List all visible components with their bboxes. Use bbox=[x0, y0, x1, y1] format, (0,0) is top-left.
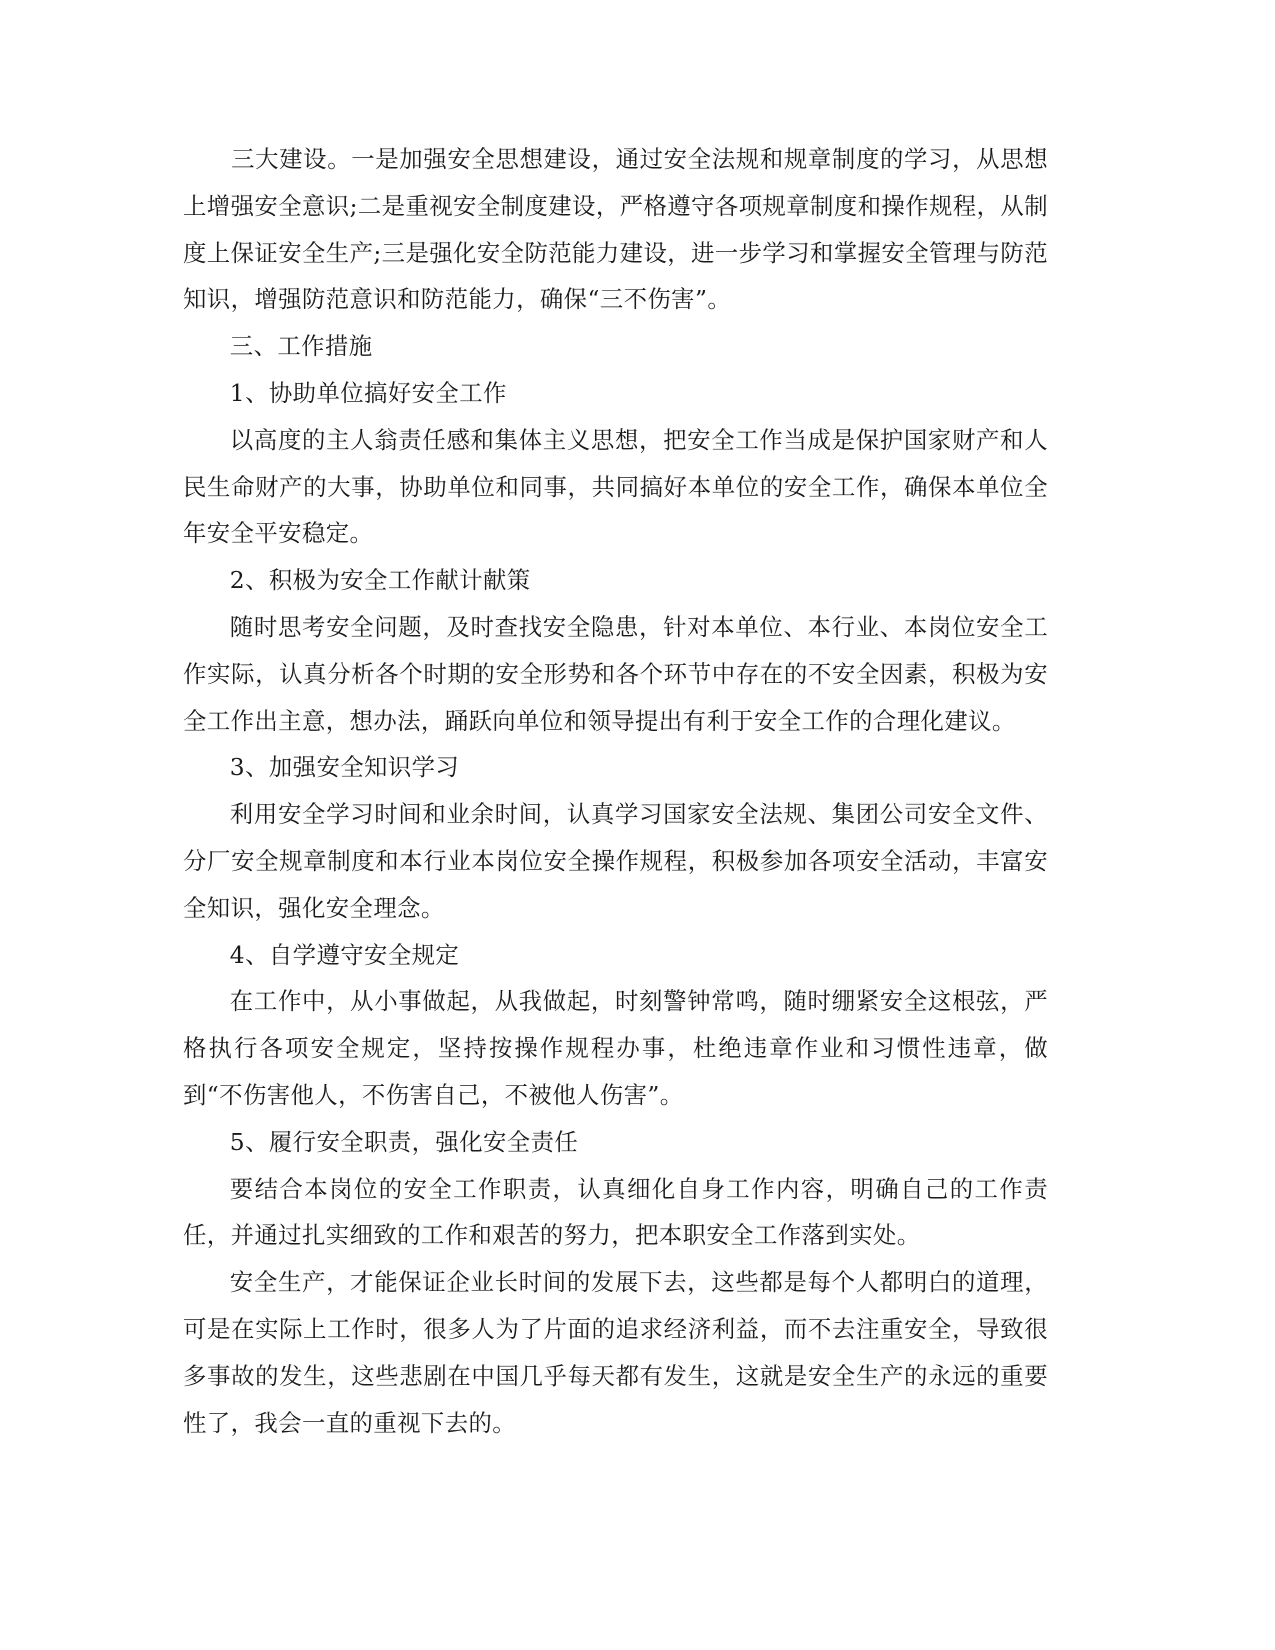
paragraph-three-constructions: 三大建设。一是加强安全思想建设，通过安全法规和规章制度的学习，从思想上增强安全意识;二是重视安全制度建设，严格遵守各项规章制度和操作规程，从制度上保证安全生产;三是强化安全防范能力建设，进一步学习和掌握安全管理与防范知识，增强防范意识和防范能力，确保“三不伤害”。 bbox=[183, 145, 1048, 314]
document-body bbox=[183, 136, 1048, 1446]
paragraph-measure-5: 要结合本岗位的安全工作职责，认真细化自身工作内容，明确自己的工作责任，并通过扎实细致的工作和艰苦的努力，把本职安全工作落到实处。 bbox=[183, 1174, 1048, 1250]
heading-measure-4: 4、自学遵守安全规定 bbox=[229, 940, 460, 969]
heading-measure-1: 1、协助单位搞好安全工作 bbox=[229, 378, 507, 407]
paragraph-measure-1: 以高度的主人翁责任感和集体主义思想，把安全工作当成是保护国家财产和人民生命财产的大事，协助单位和同事，共同搞好本单位的安全工作，确保本单位全年安全平安稳定。 bbox=[183, 425, 1048, 548]
paragraph-measure-2: 随时思考安全问题，及时查找安全隐患，针对本单位、本行业、本岗位安全工作实际，认真分析各个时期的安全形势和各个环节中存在的不安全因素，积极为安全工作出主意，想办法，踊跃向单位和领导提出有利于安全工作的合理化建议。 bbox=[183, 612, 1048, 735]
heading-measure-2: 2、积极为安全工作献计献策 bbox=[229, 566, 531, 595]
paragraph-conclusion: 安全生产，才能保证企业长时间的发展下去，这些都是每个人都明白的道理，可是在实际上工作时，很多人为了片面的追求经济利益，而不去注重安全，导致很多事故的发生，这些悲剧在中国几乎每天都有发生，这就是安全生产的永远的重要性了，我会一直的重视下去的。 bbox=[183, 1268, 1048, 1437]
heading-work-measures: 三、工作措施 bbox=[229, 332, 373, 361]
heading-measure-3: 3、加强安全知识学习 bbox=[229, 753, 460, 782]
paragraph-measure-3: 利用安全学习时间和业余时间，认真学习国家安全法规、集团公司安全文件、分厂安全规章制度和本行业本岗位安全操作规程，积极参加各项安全活动，丰富安全知识，强化安全理念。 bbox=[183, 800, 1048, 922]
paragraph-measure-4: 在工作中，从小事做起，从我做起，时刻警钟常鸣，随时绷紧安全这根弦，严格执行各项安全规定，坚持按操作规程办事，杜绝违章作业和习惯性违章，做到“不伤害他人，不伤害自己，不被他人伤害”。 bbox=[183, 987, 1048, 1109]
heading-measure-5: 5、履行安全职责，强化安全责任 bbox=[229, 1127, 579, 1156]
